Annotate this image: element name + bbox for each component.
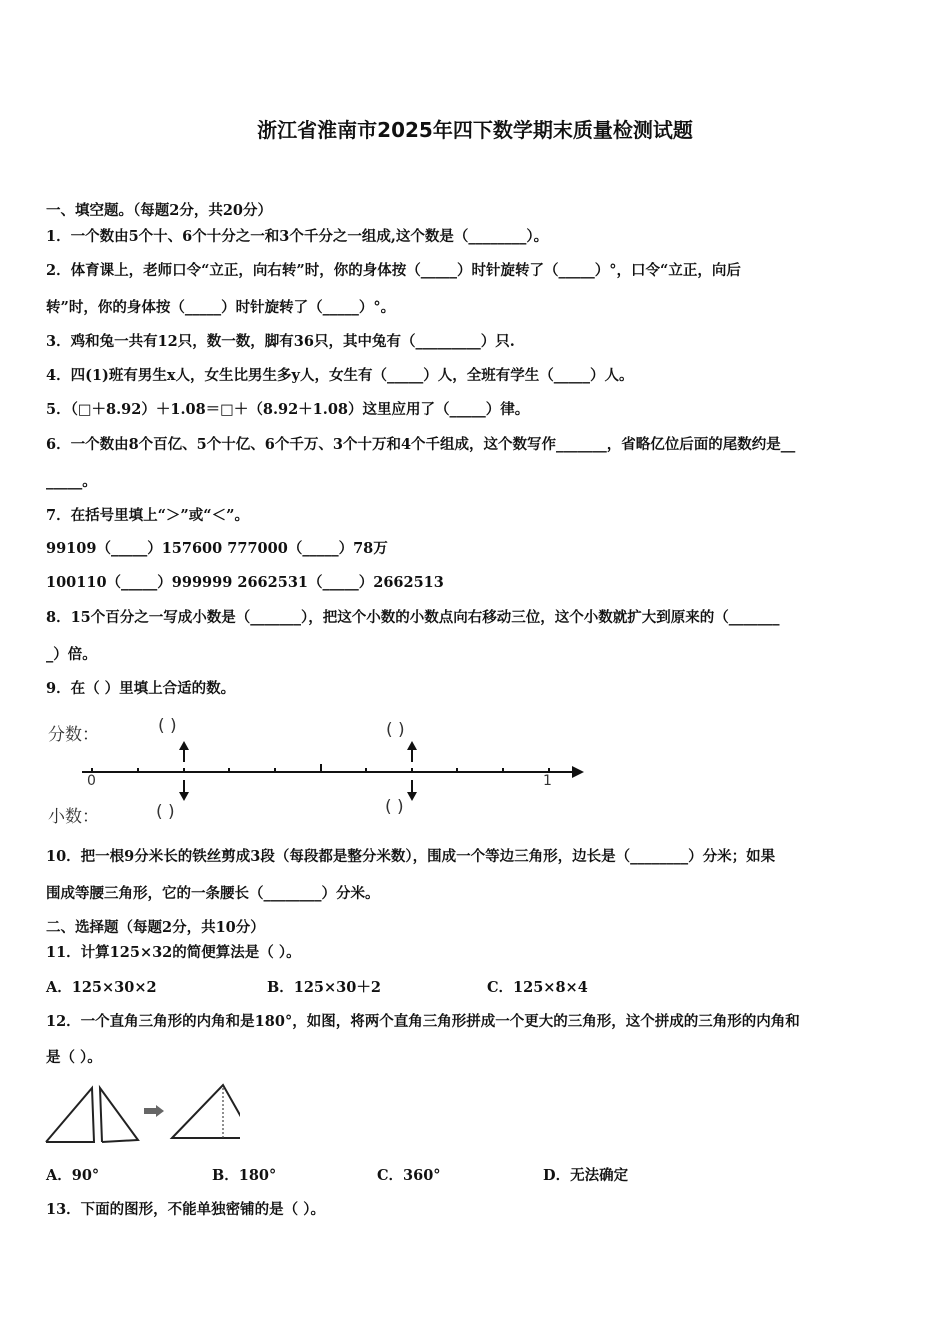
fraction-blank-2: ( ) bbox=[386, 720, 405, 740]
question-3: 3．鸡和兔一共有12只，数一数，脚有36只，其中兔有（_________）只. bbox=[46, 333, 515, 350]
fraction-blank-1: ( ) bbox=[158, 716, 177, 736]
question-4: 4．四(1)班有男生x人，女生比男生多y人，女生有（_____）人，全班有学生（_____）人。 bbox=[46, 367, 634, 384]
question-12-cont: 是（ ）。 bbox=[46, 1049, 102, 1066]
q12-option-a[interactable]: A．90° bbox=[46, 1167, 100, 1184]
decimal-blank-1: ( ) bbox=[156, 802, 175, 822]
q11-option-a[interactable]: A．125×30×2 bbox=[46, 979, 157, 996]
question-12: 12．一个直角三角形的内角和是180°，如图，将两个直角三角形拼成一个更大的三角形，这个拼成的三角形的内角和 bbox=[46, 1013, 800, 1030]
question-7-row-2: 100110（_____）999999 2662531（_____）2662513 bbox=[46, 574, 444, 591]
question-9: 9．在（ ）里填上合适的数。 bbox=[46, 680, 236, 697]
question-2-cont: 转”时，你的身体按（_____）时针旋转了（_____）°。 bbox=[46, 299, 396, 316]
axis-label-0: 0 bbox=[87, 773, 96, 789]
fraction-label: 分数： bbox=[48, 725, 99, 745]
triangles-figure bbox=[40, 1080, 240, 1150]
page-title: 浙江省淮南市2025年四下数学期末质量检测试题 bbox=[257, 118, 693, 142]
q11-option-b[interactable]: B．125×30＋2 bbox=[267, 979, 381, 996]
section-heading-fill-blank: 一、填空题。（每题2分，共20分） bbox=[46, 202, 273, 219]
question-8-cont: _）倍。 bbox=[46, 646, 97, 663]
question-6-cont: _____。 bbox=[46, 473, 97, 490]
q11-option-c[interactable]: C．125×8×4 bbox=[487, 979, 588, 996]
question-2: 2．体育课上，老师口令“立正，向右转”时，你的身体按（_____）时针旋转了（_____）°，口令“立正，向后 bbox=[46, 262, 741, 279]
question-8: 8．15个百分之一写成小数是（_______），把这个小数的小数点向右移动三位，这个小数就扩大到原来的（_______ bbox=[46, 609, 780, 626]
q12-option-c[interactable]: C．360° bbox=[377, 1167, 441, 1184]
question-10: 10．把一根9分米长的铁丝剪成3段（每段都是整分米数），围成一个等边三角形，边长是（________）分米；如果 bbox=[46, 848, 776, 865]
decimal-blank-2: ( ) bbox=[385, 797, 404, 817]
q12-option-b[interactable]: B．180° bbox=[212, 1167, 277, 1184]
question-13: 13．下面的图形，不能单独密铺的是（ ）。 bbox=[46, 1201, 325, 1218]
question-5: 5．（□＋8.92）＋1.08＝□＋（8.92＋1.08）这里应用了（_____）律。 bbox=[46, 401, 530, 418]
axis-label-1: 1 bbox=[543, 773, 552, 789]
decimal-label: 小数： bbox=[48, 807, 99, 827]
question-6: 6．一个数由8个百亿、5个十亿、6个千万、3个十万和4个千组成，这个数写作_______，省略亿位后面的尾数约是__ bbox=[46, 436, 796, 453]
section-heading-choice: 二、选择题（每题2分，共10分） bbox=[46, 919, 265, 936]
question-1: 1．一个数由5个十、6个十分之一和3个千分之一组成,这个数是（________）。 bbox=[46, 228, 549, 245]
q12-option-d[interactable]: D．无法确定 bbox=[543, 1167, 629, 1184]
question-11: 11．计算125×32的简便算法是（ ）。 bbox=[46, 944, 301, 961]
question-7: 7．在括号里填上“＞”或“＜”。 bbox=[46, 507, 249, 524]
question-10-cont: 围成等腰三角形，它的一条腰长（________）分米。 bbox=[46, 885, 380, 902]
question-7-row-1: 99109（_____）157600 777000（_____）78万 bbox=[46, 540, 388, 557]
